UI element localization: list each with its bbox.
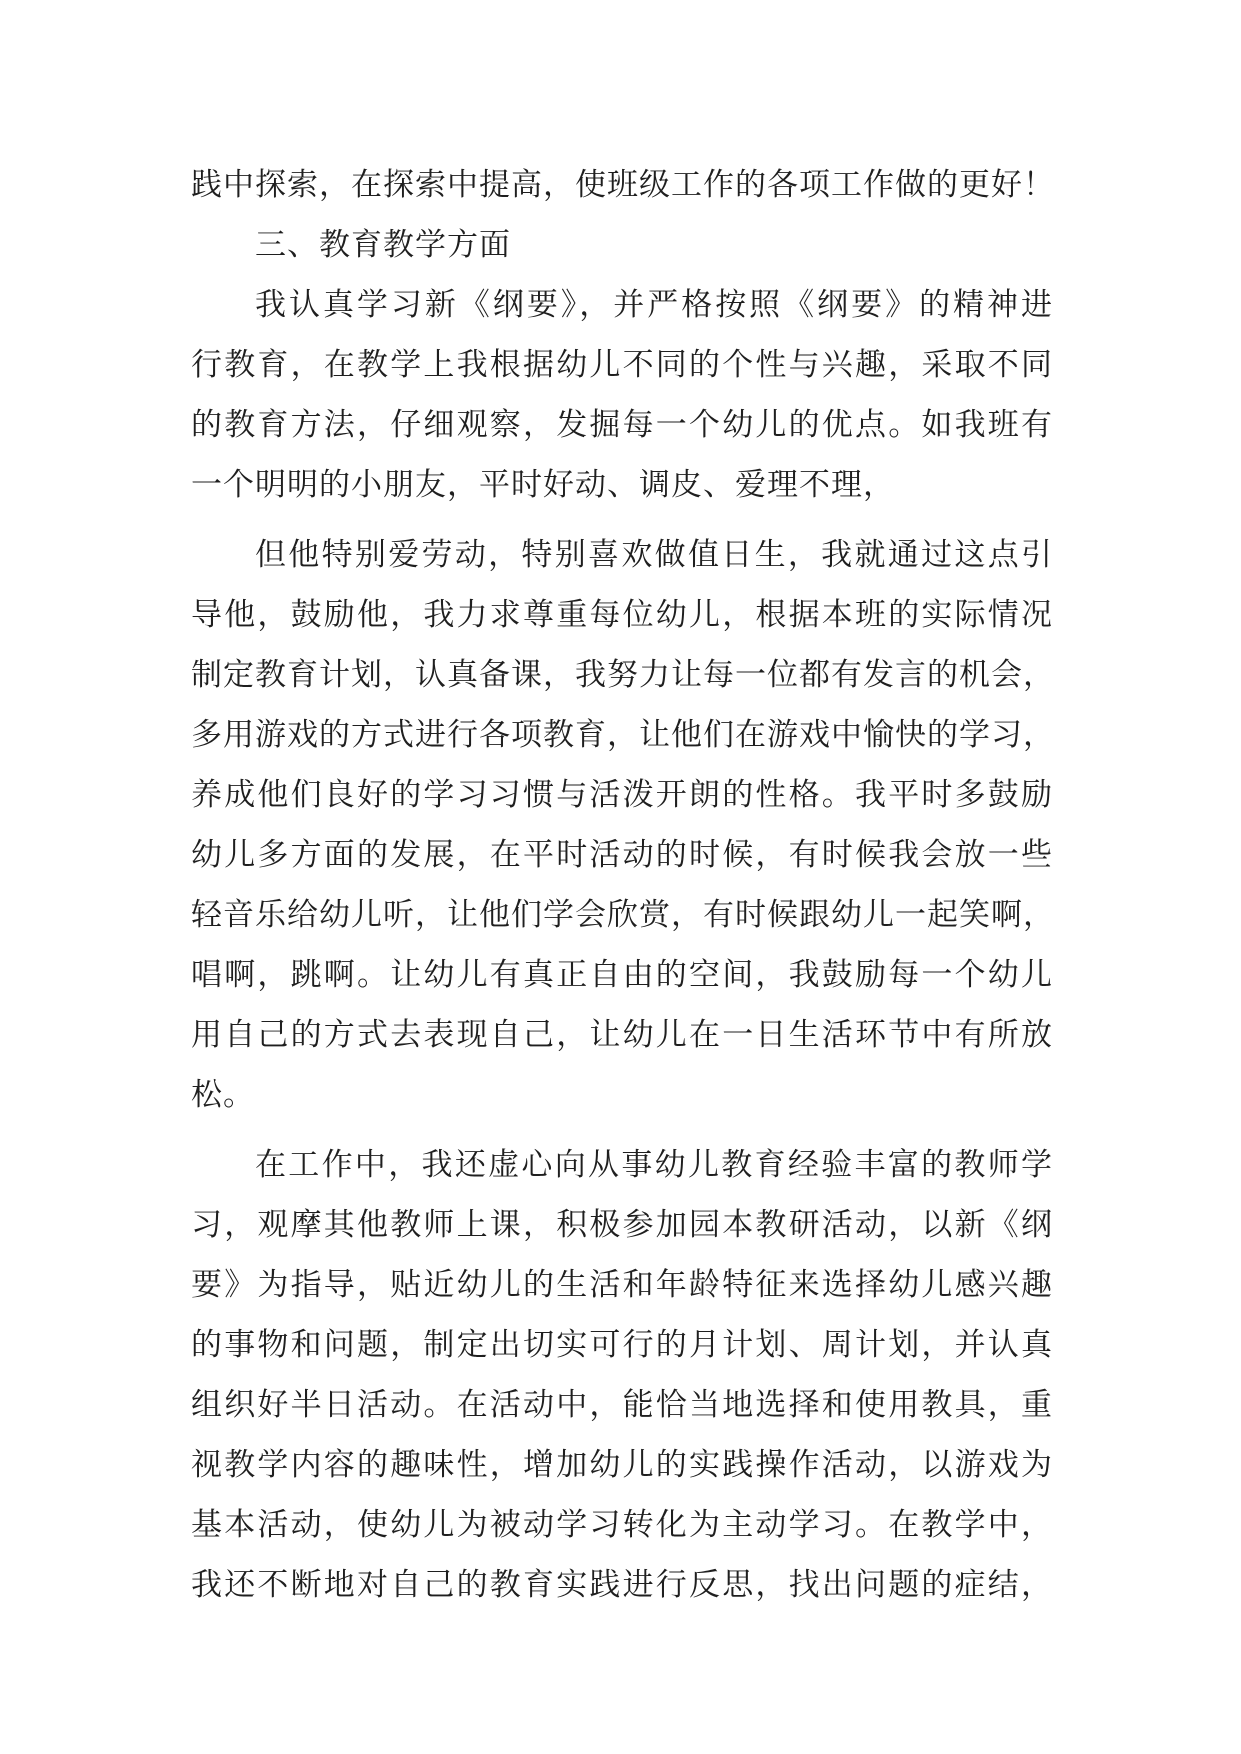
paragraph-continuation	[191, 155, 1053, 215]
text-line: 组织好半日活动。在活动中，能恰当地选择和使用教具，重	[191, 1387, 1053, 1423]
text-line: 视教学内容的趣味性，增加幼儿的实践操作活动，以游戏为	[191, 1447, 1053, 1483]
text-line: 的事物和问题，制定出切实可行的月计划、周计划，并认真	[191, 1327, 1053, 1363]
text-line: 养成他们良好的学习习惯与活泼开朗的性格。我平时多鼓励	[191, 777, 1053, 813]
text-line: 制定教育计划，认真备课，我努力让每一位都有发言的机会，	[191, 657, 1055, 693]
text-line: 的教育方法，仔细观察，发掘每一个幼儿的优点。如我班有	[191, 407, 1053, 443]
text-line: 多用游戏的方式进行各项教育，让他们在游戏中愉快的学习，	[191, 717, 1055, 753]
text-line: 习，观摩其他教师上课，积极参加园本教研活动，以新《纲	[191, 1207, 1053, 1243]
text-line: 行教育，在教学上我根据幼儿不同的个性与兴趣，采取不同	[191, 347, 1053, 383]
heading-line: 三、教育教学方面	[255, 227, 511, 263]
paragraph	[191, 275, 1053, 515]
text-line: 导他，鼓励他，我力求尊重每位幼儿，根据本班的实际情况	[191, 597, 1053, 633]
paragraph	[191, 525, 1053, 1125]
text-line: 用自己的方式去表现自己，让幼儿在一日生活环节中有所放	[191, 1017, 1053, 1053]
text-line: 一个明明的小朋友，平时好动、调皮、爱理不理，	[191, 467, 895, 503]
text-line: 松。	[191, 1077, 255, 1113]
text-line: 我认真学习新《纲要》，并严格按照《纲要》的精神进	[255, 287, 1053, 323]
text-line: 唱啊，跳啊。让幼儿有真正自由的空间，我鼓励每一个幼儿	[191, 957, 1053, 993]
body-text	[191, 155, 1053, 1615]
section-heading	[191, 215, 1053, 275]
text-line: 在工作中，我还虚心向从事幼儿教育经验丰富的教师学	[255, 1147, 1053, 1183]
text-line: 但他特别爱劳动，特别喜欢做值日生，我就通过这点引	[255, 537, 1053, 573]
paragraph	[191, 1135, 1053, 1615]
text-line: 轻音乐给幼儿听，让他们学会欣赏，有时候跟幼儿一起笑啊，	[191, 897, 1055, 933]
text-line: 我还不断地对自己的教育实践进行反思，找出问题的症结，	[191, 1567, 1053, 1603]
text-line: 幼儿多方面的发展，在平时活动的时候，有时候我会放一些	[191, 837, 1053, 873]
text-line: 基本活动，使幼儿为被动学习转化为主动学习。在教学中，	[191, 1507, 1053, 1543]
text-line: 要》为指导，贴近幼儿的生活和年龄特征来选择幼儿感兴趣	[191, 1267, 1053, 1303]
text-line: 践中探索，在探索中提高，使班级工作的各项工作做的更好！	[191, 167, 1055, 203]
